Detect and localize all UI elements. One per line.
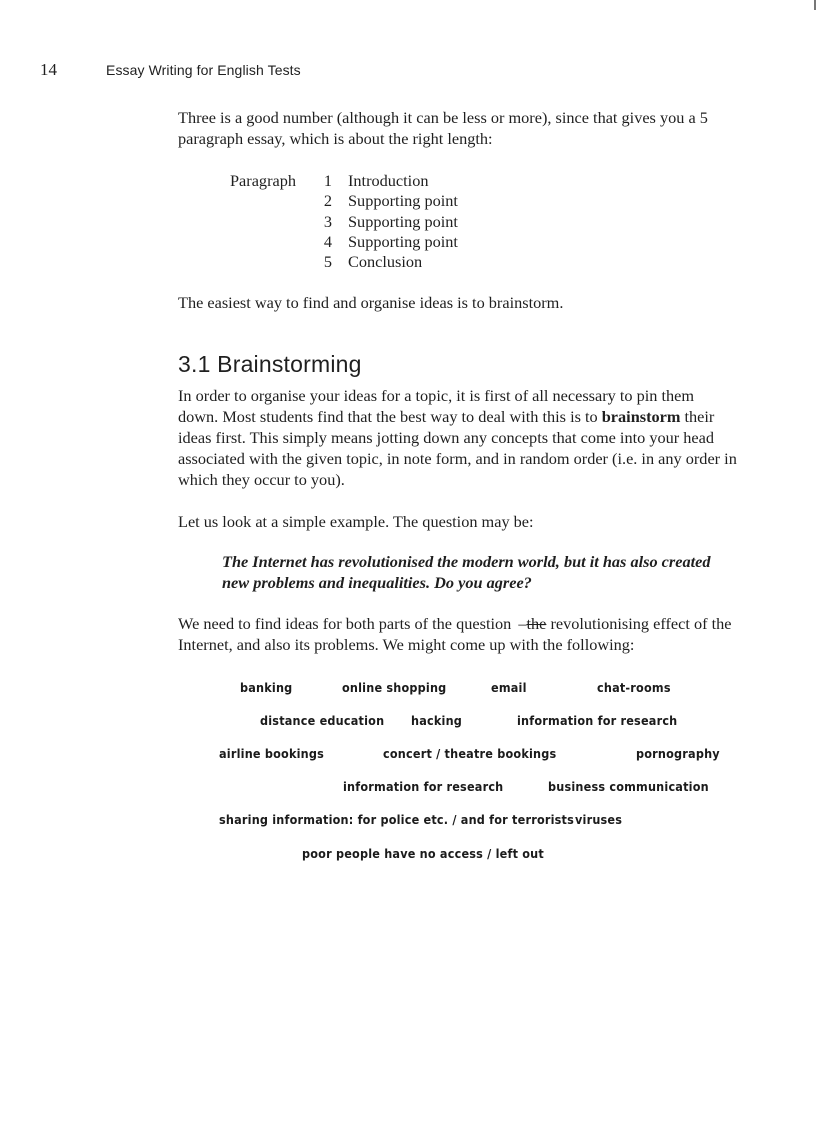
brainstorm-word: distance education (260, 713, 385, 728)
intro-paragraph: Three is a good number (although it can be less or more), since that gives you a 5 paragraph essay, which is about the right length: (178, 108, 708, 148)
list-row (230, 252, 738, 272)
list-row (230, 232, 738, 252)
body-text: We need to find ideas for both parts of the question (178, 614, 512, 634)
bold-term: brainstorm (601, 407, 681, 427)
struck-text: the (526, 614, 547, 634)
paragraph-structure-list (230, 171, 738, 272)
brainstorm-word: chat-rooms (597, 680, 671, 695)
brainstorm-word: hacking (411, 713, 463, 728)
section-heading: 3.1 Brainstorming (178, 351, 362, 378)
brainstorm-word: airline bookings (219, 746, 325, 761)
brainstorm-word: sharing information: for police etc. / and for terrorists (219, 812, 575, 827)
list-row (230, 212, 738, 232)
brainstorm-word: pornography (636, 746, 720, 761)
page-body (178, 107, 738, 655)
brainstorm-word: information for research (517, 713, 678, 728)
running-title: Essay Writing for English Tests (106, 62, 301, 78)
brainstorm-word: information for research (343, 779, 504, 794)
list-item-text: Supporting point (348, 191, 458, 211)
brainstorm-word: concert / theatre bookings (383, 746, 557, 761)
running-header (40, 60, 640, 82)
list-number: 5 (323, 252, 332, 272)
list-row (230, 171, 738, 191)
body-text: In order to organise your ideas for a topic, it is first of all necessary to pin them down. Most students find that the best way to deal with this is to (178, 386, 695, 427)
brainstorm-word: banking (240, 680, 293, 695)
list-row (230, 191, 738, 211)
brainstorm-word: email (491, 680, 527, 695)
essay-question: The Internet has revolutionised the modern world, but it has also created new problems and inequalities. Do you agree? (222, 552, 711, 593)
brainstorm-word: online shopping (342, 680, 447, 695)
brainstorm-word: poor people have no access / left out (302, 846, 544, 861)
list-item-text: Conclusion (348, 252, 423, 272)
list-number: 4 (323, 231, 332, 251)
list-number: 2 (323, 191, 332, 211)
example-paragraph: Let us look at a simple example. The question may be: (178, 512, 534, 532)
brainstorming-paragraph (178, 385, 738, 490)
brainstorm-word: viruses (575, 812, 623, 827)
list-number: 1 (323, 171, 332, 190)
easiest-paragraph: The easiest way to find and organise ideas is to brainstorm. (178, 293, 564, 313)
list-number: 3 (323, 211, 332, 231)
list-item-text: Supporting point (348, 231, 458, 251)
page-number: 14 (40, 60, 57, 79)
ideas-paragraph (178, 613, 738, 655)
list-item-text: Supporting point (348, 211, 458, 231)
list-item-text: Introduction (348, 171, 429, 190)
brainstorm-word: business communication (548, 779, 709, 794)
body-text: their ideas first. This simply means jotting down any concepts that come into your head associated with the given topic, in note form, and in random order (i.e. in any order in which they occur to you). (178, 407, 737, 490)
dash: – (518, 614, 527, 634)
list-label: Paragraph (230, 171, 296, 190)
body-text: revolutionising effect of the Internet, and also its problems. We might come up with the following: (178, 614, 732, 655)
